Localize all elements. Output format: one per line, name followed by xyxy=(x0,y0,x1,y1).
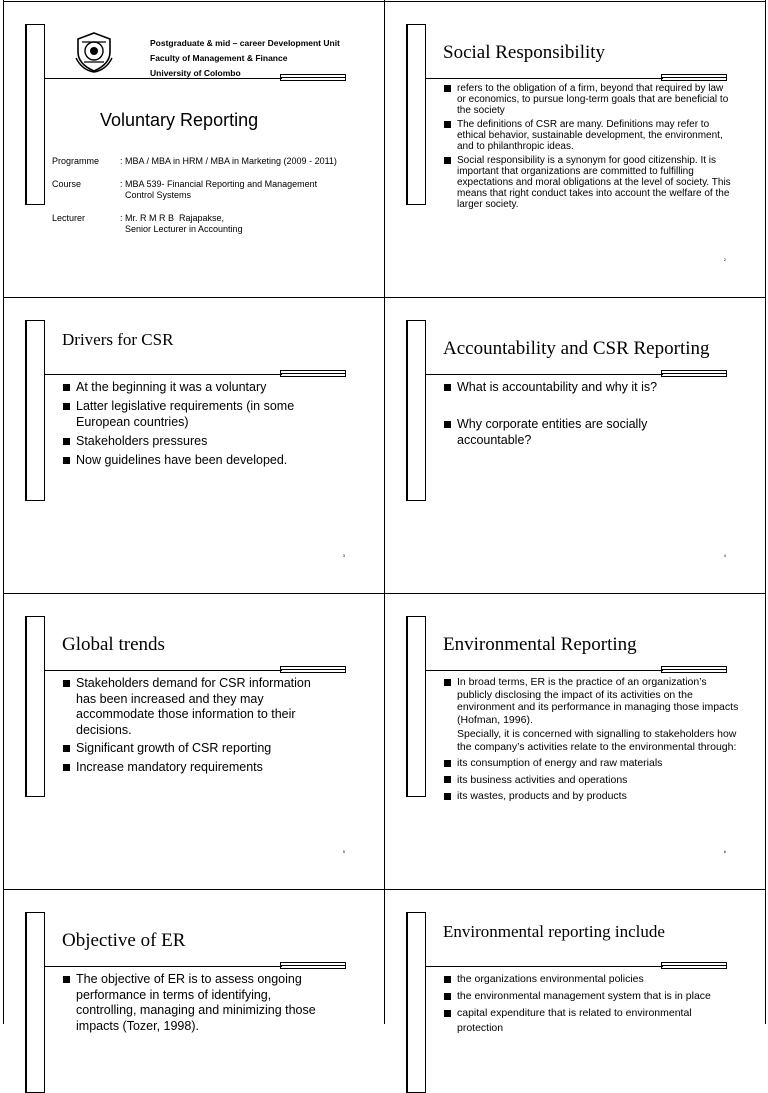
bullet-item: Significant growth of CSR reporting xyxy=(62,741,332,757)
slide-accent-bar xyxy=(25,24,45,205)
slide-rule xyxy=(425,966,663,967)
bullet-list xyxy=(443,972,713,1036)
bullet-item: capital expenditure that is related to environmental protection xyxy=(443,1006,713,1036)
bullet-item: At the beginning it was a voluntary xyxy=(62,379,322,395)
course-value: : MBA 539- Financial Reporting and Management Control Systems xyxy=(120,179,318,200)
institution-faculty: Faculty of Management & Finance xyxy=(150,53,288,63)
slide-accountability-csr xyxy=(385,298,766,594)
slide-rule xyxy=(44,670,282,671)
bullet-list xyxy=(62,379,322,468)
bullet-item: Social responsibility is a synonym for good citizenship. It is important that organizations are committed to fulfilling expectations and moral obligations at the level of society. This means that right conduct takes into account the welfare of the larger society. xyxy=(443,155,733,210)
bullet-list xyxy=(443,676,743,803)
slide-social-responsibility xyxy=(385,2,766,298)
bullet-item: Now guidelines have been developed. xyxy=(62,452,322,468)
bullet-item: What is accountability and why it is? xyxy=(443,379,683,395)
slide-rule xyxy=(425,670,663,671)
slide-accent-bar xyxy=(25,320,45,501)
bullet-item: The objective of ER is to assess ongoing performance in terms of identifying, controlling, managing and minimizing those impacts (Tozer, 1998). xyxy=(62,972,332,1034)
lecturer-label: Lecturer xyxy=(52,213,86,223)
slide-rule-box xyxy=(661,666,727,673)
bullet-item: Increase mandatory requirements xyxy=(62,760,332,776)
slide-cover xyxy=(4,2,385,298)
page-number: 2 xyxy=(723,257,726,262)
institution-unit: Postgraduate & mid – career Development Unit xyxy=(150,38,340,48)
bullet-item: Why corporate entities are socially accountable? xyxy=(443,416,683,448)
slide-rule-box xyxy=(661,74,727,81)
slide-title: Drivers for CSR xyxy=(62,330,174,349)
slide-title: Environmental reporting include xyxy=(443,922,665,941)
programme-label: Programme xyxy=(52,156,100,166)
bullet-item: the organizations environmental policies xyxy=(443,972,713,987)
bullet-list xyxy=(62,972,332,1034)
slide-rule xyxy=(44,374,282,375)
bullet-continuation: Specially, it is concerned with signalling to stakeholders how the company’s activities relate to the environmental through: xyxy=(457,728,737,753)
slide-rule-box xyxy=(280,370,346,377)
slide-title: Social Responsibility xyxy=(443,42,606,63)
slide-title: Accountability and CSR Reporting xyxy=(443,338,710,359)
slide-accent-bar xyxy=(406,912,426,1093)
bullet-item: In broad terms, ER is the practice of an organization’s publicly disclosing the impact of its activities on the environment and its performance in managing those impacts (Hofman, 1996). xyxy=(443,676,743,726)
slide-rule-box xyxy=(280,962,346,969)
bullet-item: Stakeholders pressures xyxy=(62,433,322,449)
bullet-item: its business activities and operations xyxy=(443,774,743,787)
institution-header xyxy=(150,36,340,81)
slide-accent-bar xyxy=(406,24,426,205)
slide-rule xyxy=(425,78,663,79)
document-title: Voluntary Reporting xyxy=(100,110,259,130)
slide-objective-of-er xyxy=(4,890,385,1033)
slide-accent-bar xyxy=(25,616,45,797)
lecturer-value: : Mr. R M R B Rajapakse, Senior Lecturer in Accounting xyxy=(120,213,243,234)
institution-university: University of Colombo xyxy=(150,68,241,78)
slide-environmental-reporting xyxy=(385,594,766,890)
bullet-item: its consumption of energy and raw materials xyxy=(443,757,743,770)
slide-title: Objective of ER xyxy=(62,930,186,951)
bullet-list xyxy=(443,379,683,448)
bullet-item: The definitions of CSR are many. Definitions may refer to ethical behavior, sustainable development, the environment, and to philanthropic ideas. xyxy=(443,119,733,152)
slide-accent-bar xyxy=(25,912,45,1093)
slide-rule xyxy=(44,966,282,967)
slide-rule-box xyxy=(280,666,346,673)
slide-rule-box xyxy=(661,962,727,969)
slide-title: Global trends xyxy=(62,634,165,655)
slide-environmental-reporting-include xyxy=(385,890,766,1034)
page-number: 3 xyxy=(342,553,345,558)
page-number: 5 xyxy=(342,849,345,854)
slide-title: Environmental Reporting xyxy=(443,634,637,655)
bullet-list xyxy=(443,83,733,210)
slide-rule-box xyxy=(661,370,727,377)
slide-rule xyxy=(425,374,663,375)
page-number: 4 xyxy=(723,553,726,558)
programme-value: : MBA / MBA in HRM / MBA in Marketing (2009 - 2011) xyxy=(120,156,337,166)
slide-accent-bar xyxy=(406,616,426,797)
bullet-item: the environmental management system that is in place xyxy=(443,989,713,1004)
bullet-list xyxy=(62,676,332,775)
bullet-item: Stakeholders demand for CSR information has been increased and they may accommodate those information to their decisions. xyxy=(62,676,332,738)
bullet-item: Latter legislative requirements (in some European countries) xyxy=(62,398,322,430)
university-crest-logo xyxy=(72,30,116,74)
bullet-item: its wastes, products and by products xyxy=(443,790,743,803)
page-number: 6 xyxy=(723,849,726,854)
slide-global-trends xyxy=(4,594,385,890)
slide-drivers-for-csr xyxy=(4,298,385,594)
course-label: Course xyxy=(52,179,82,189)
bullet-item: refers to the obligation of a firm, beyond that required by law or economics, to pursue long-term goals that are beneficial to the society xyxy=(443,83,733,116)
slide-accent-bar xyxy=(406,320,426,501)
